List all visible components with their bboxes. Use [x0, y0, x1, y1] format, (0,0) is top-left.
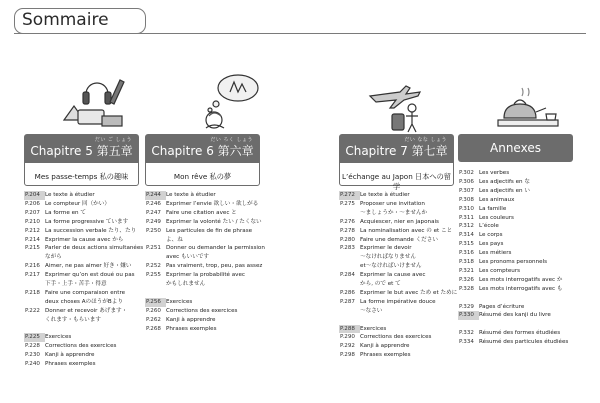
- toc-entry-text: Phrases exemples: [45, 361, 96, 368]
- toc-page-number: P.326: [459, 276, 474, 283]
- chapter-7-subtitle-box: [340, 163, 453, 191]
- toc-page-number: P.250: [146, 227, 161, 234]
- toc-entry-text: Faire une comparaison entre: [45, 289, 126, 296]
- toc-page-number: P.314: [459, 232, 474, 239]
- toc-page-number: P.249: [146, 218, 161, 225]
- toc-entry[interactable]: [458, 276, 573, 285]
- toc-entry: [339, 307, 454, 316]
- toc-entry-text: くれます・もらいます: [45, 316, 101, 323]
- toc-page-number: P.308: [459, 196, 474, 203]
- toc-entry[interactable]: [458, 231, 573, 240]
- list-spacer: [24, 325, 139, 334]
- page-title: Sommaire: [22, 10, 109, 30]
- toc-entry-text: かもしれません: [166, 281, 206, 288]
- toc-page-number: P.278: [340, 227, 355, 234]
- toc-page-number: P.230: [25, 352, 40, 359]
- travel-illustration-icon: [366, 78, 436, 134]
- toc-entry[interactable]: [145, 298, 260, 307]
- toc-page-number: P.312: [459, 223, 474, 230]
- toc-entry[interactable]: [339, 333, 454, 342]
- toc-entry-text: 〜なさい: [360, 307, 383, 314]
- toc-page-number: P.214: [25, 236, 40, 243]
- chapter-7-title: Chapitre 7 第七章: [345, 144, 448, 158]
- toc-entry-text: よ、ね: [166, 236, 183, 243]
- chapter-6-column: [145, 134, 265, 333]
- toc-entry-text: Les couleurs: [479, 214, 514, 221]
- toc-entry-text: La famille: [479, 205, 507, 212]
- chapter-6-reading: だい ろく しょう: [210, 137, 253, 143]
- toc-page-number: P.302: [459, 170, 474, 176]
- toc-page-number: [339, 262, 360, 271]
- toc-page-number: P.315: [459, 241, 474, 248]
- hobbies-illustration-icon: [58, 72, 130, 130]
- toc-entry-text: Les verbes: [479, 170, 510, 176]
- title-divider: [14, 33, 586, 34]
- toc-entry-text: L’école: [479, 223, 499, 230]
- toc-entry[interactable]: [145, 271, 260, 280]
- toc-page-number: P.204: [24, 191, 45, 200]
- toc-entry-text: Corrections des exercices: [166, 307, 238, 314]
- toc-entry: [339, 209, 454, 218]
- toc-entry[interactable]: [339, 191, 454, 200]
- toc-page-number: P.280: [340, 236, 355, 243]
- toc-entry[interactable]: [24, 227, 139, 236]
- toc-page-number: [24, 298, 45, 307]
- chapter-6-subtitle: Mon rêve 私の夢: [173, 172, 232, 181]
- chapter-5-card[interactable]: [24, 134, 139, 186]
- toc-page-number: P.246: [146, 200, 161, 207]
- toc-page-number: P.252: [146, 263, 161, 270]
- toc-entry[interactable]: [145, 191, 260, 200]
- toc-entry[interactable]: [24, 360, 139, 369]
- toc-entry-text: Pages d’écriture: [479, 303, 525, 310]
- chapter-5-list: [24, 191, 144, 369]
- toc-page-number: [339, 307, 360, 316]
- toc-page-number: [24, 280, 45, 289]
- toc-entry-text: Exercices: [360, 325, 387, 332]
- toc-page-number: P.251: [146, 245, 161, 252]
- toc-entry[interactable]: [339, 227, 454, 236]
- toc-entry-text: Parler de deux actions simultanées: [45, 245, 144, 252]
- toc-entry[interactable]: [339, 218, 454, 227]
- chapter-7-reading: だい なな しょう: [404, 137, 447, 143]
- toc-entry[interactable]: [145, 244, 265, 253]
- toc-entry-text: Les particules de fin de phrase: [166, 227, 253, 234]
- chapter-7-subtitle: L’échange au Japon 日本への留学: [342, 172, 451, 191]
- toc-page-number: [145, 236, 166, 245]
- toc-entry[interactable]: [339, 236, 454, 245]
- toc-entry[interactable]: [458, 338, 573, 347]
- toc-page-number: P.284: [340, 272, 355, 279]
- toc-entry[interactable]: [339, 325, 454, 334]
- toc-entry-text: Exercices: [166, 298, 193, 305]
- toc-entry-text: Kanji à apprendre: [360, 343, 410, 350]
- toc-entry: [24, 316, 139, 325]
- toc-entry[interactable]: [458, 249, 573, 258]
- toc-entry: [339, 280, 454, 289]
- list-spacer: [458, 320, 573, 329]
- toc-entry[interactable]: [458, 267, 573, 276]
- toc-entry[interactable]: [339, 200, 454, 209]
- toc-entry[interactable]: [145, 316, 260, 325]
- toc-entry: [24, 298, 139, 307]
- chapter-5-header: [25, 135, 138, 163]
- annexes-list: [458, 169, 573, 347]
- toc-entry-text: Les métiers: [479, 250, 512, 257]
- toc-entry[interactable]: [24, 342, 139, 351]
- toc-entry: [24, 253, 139, 262]
- toc-entry-text: Exprimer la cause avec: [360, 272, 426, 279]
- list-spacer: [339, 316, 454, 325]
- dream-illustration-icon: [196, 70, 262, 132]
- toc-page-number: P.207: [25, 209, 40, 216]
- toc-entry[interactable]: [145, 325, 260, 334]
- toc-entry-text: Résumé des particules étudiées: [479, 339, 569, 346]
- toc-page-number: P.216: [25, 263, 40, 270]
- toc-page-number: P.276: [340, 218, 355, 225]
- toc-entry-text: Corrections des exercices: [360, 334, 432, 341]
- toc-page-number: P.244: [145, 191, 166, 200]
- annexes-card[interactable]: [458, 134, 573, 162]
- toc-entry-text: Le compteur 回（かい）: [45, 200, 110, 207]
- chapter-6-title: Chapitre 6 第六章: [151, 144, 254, 158]
- toc-entry-text: Phrases exemples: [360, 352, 411, 359]
- toc-page-number: P.321: [459, 267, 474, 274]
- toc-entry-text: et〜なければいけません: [360, 263, 422, 270]
- toc-entry: [24, 280, 139, 289]
- toc-entry-text: Donner et recevoir あげます・: [45, 307, 128, 314]
- chapter-7-column: [339, 134, 458, 360]
- toc-entry[interactable]: [24, 271, 139, 280]
- chapter-7-card[interactable]: [339, 134, 454, 191]
- toc-page-number: P.206: [25, 200, 40, 207]
- toc-page-number: [339, 209, 360, 218]
- toc-entry[interactable]: [24, 209, 139, 218]
- toc-entry[interactable]: [458, 222, 573, 231]
- toc-entry-text: Exercices: [45, 334, 72, 341]
- toc-entry[interactable]: [145, 227, 260, 236]
- toc-page-number: P.334: [459, 339, 474, 346]
- toc-page-number: P.307: [459, 187, 474, 194]
- toc-page-number: P.290: [340, 334, 355, 341]
- toc-entry-text: Faire une citation avec と: [166, 209, 237, 216]
- toc-page-number: [145, 253, 166, 262]
- toc-entry[interactable]: [458, 169, 573, 178]
- toc-page-number: P.262: [146, 316, 161, 323]
- toc-entry-text: Exprimer qu’on est doué ou pas: [45, 272, 135, 279]
- toc-entry[interactable]: [458, 311, 573, 320]
- toc-page-number: P.287: [340, 298, 355, 305]
- toc-entry-text: La forme en て: [45, 209, 86, 216]
- toc-entry[interactable]: [458, 329, 573, 338]
- toc-entry-text: Les mots interrogatifs avec も: [479, 285, 563, 292]
- toc-entry[interactable]: [24, 244, 144, 253]
- toc-entry[interactable]: [458, 258, 573, 267]
- toc-entry-text: Les mots interrogatifs avec か: [479, 276, 563, 283]
- chapter-5-subtitle: Mes passe-temps 私の趣味: [34, 172, 129, 181]
- toc-entry-text: Les compteurs: [479, 267, 521, 274]
- toc-page-number: P.311: [459, 214, 474, 221]
- toc-entry-text: Kanji à apprendre: [45, 352, 95, 359]
- toc-entry[interactable]: [458, 303, 573, 312]
- toc-entry-text: Exprimer le but avec ため et ために: [360, 289, 458, 296]
- chapter-5-reading: だい ご しょう: [94, 137, 132, 143]
- toc-entry[interactable]: [24, 333, 139, 342]
- toc-entry[interactable]: [24, 236, 139, 245]
- toc-entry-text: Le texte à étudier: [45, 192, 95, 198]
- toc-entry[interactable]: [145, 218, 260, 227]
- toc-entry-text: Les pronoms personnels: [479, 259, 548, 266]
- toc-entry[interactable]: [145, 262, 263, 271]
- toc-page-number: P.292: [340, 343, 355, 350]
- toc-page-number: P.288: [339, 325, 360, 334]
- toc-entry-text: La forme impérative douce: [360, 298, 436, 305]
- toc-page-number: P.255: [146, 272, 161, 279]
- toc-entry: [145, 253, 260, 262]
- toc-entry-text: Les animaux: [479, 196, 515, 203]
- toc-entry[interactable]: [458, 187, 573, 196]
- toc-entry[interactable]: [24, 289, 139, 298]
- chapter-5-subtitle-box: [25, 163, 138, 185]
- chapter-5-title: Chapitre 5 第五章: [30, 144, 133, 158]
- toc-entry-text: Faire une demande ください: [360, 236, 438, 243]
- toc-page-number: P.316: [459, 250, 474, 257]
- toc-entry-text: Donner ou demander la permission: [166, 245, 265, 252]
- toc-page-number: P.212: [25, 227, 40, 234]
- toc-page-number: [145, 280, 166, 289]
- toc-entry[interactable]: [145, 307, 260, 316]
- toc-entry-text: Les pays: [479, 241, 504, 248]
- toc-page-number: P.215: [25, 245, 40, 252]
- toc-page-number: P.328: [459, 285, 474, 292]
- toc-entry[interactable]: [24, 191, 139, 200]
- toc-entry-text: Le texte à étudier: [166, 192, 216, 198]
- toc-entry: [145, 236, 260, 245]
- toc-entry-text: Les adjectifs en い: [479, 187, 530, 194]
- toc-entry-text: Phrases exemples: [166, 325, 217, 332]
- toc-page-number: P.217: [25, 272, 40, 279]
- toc-entry-text: Aimer, ne pas aimer 好き・嫌い: [45, 263, 132, 270]
- toc-entry-text: Exprimer la cause avec から: [45, 236, 124, 243]
- toc-entry-text: Les adjectifs en な: [479, 178, 530, 185]
- toc-entry-text: Kanji à apprendre: [166, 316, 216, 323]
- toc-entry[interactable]: [458, 178, 573, 187]
- toc-entry[interactable]: [339, 342, 454, 351]
- chapter-7-header: [340, 135, 453, 163]
- toc-page-number: [339, 280, 360, 289]
- toc-page-number: P.225: [24, 333, 45, 342]
- toc-entry[interactable]: [458, 214, 573, 223]
- toc-entry: [145, 280, 260, 289]
- toc-entry-text: Le corps: [479, 232, 503, 239]
- toc-page-number: P.318: [459, 259, 474, 266]
- toc-entry-text: Exprimer le devoir: [360, 245, 412, 252]
- toc-entry[interactable]: [458, 285, 573, 294]
- list-spacer: [458, 294, 573, 303]
- toc-entry-text: 〜なければなりません: [360, 254, 416, 261]
- toc-entry[interactable]: [145, 209, 260, 218]
- toc-entry[interactable]: [339, 244, 454, 253]
- toc-entry-text: Exprimer la probabilité avec: [166, 272, 245, 279]
- toc-entry[interactable]: [458, 205, 573, 214]
- toc-entry[interactable]: [145, 200, 260, 209]
- toc-entry-text: ながら: [45, 254, 62, 261]
- toc-page-number: P.298: [340, 352, 355, 359]
- toc-page-number: P.247: [146, 209, 161, 216]
- toc-entry-text: Exprimer la volonté たい / たくない: [166, 218, 262, 225]
- toc-page-number: [24, 253, 45, 262]
- toc-entry[interactable]: [24, 262, 139, 271]
- tea-set-illustration-icon: [494, 86, 566, 132]
- toc-entry-text: から, ので et て: [360, 281, 401, 288]
- toc-entry-text: Résumé des kanji du livre: [479, 312, 551, 319]
- toc-entry[interactable]: [339, 289, 458, 298]
- toc-page-number: P.240: [25, 361, 40, 368]
- toc-page-number: P.222: [25, 307, 40, 314]
- toc-entry[interactable]: [24, 218, 139, 227]
- toc-page-number: P.306: [459, 178, 474, 185]
- toc-entry-text: avec もいいです: [166, 254, 210, 261]
- toc-entry: [339, 253, 454, 262]
- toc-entry-text: Proposer une invitation: [360, 200, 425, 207]
- toc-entry[interactable]: [339, 298, 454, 307]
- chapter-7-list: [339, 191, 458, 360]
- toc-entry[interactable]: [24, 351, 139, 360]
- annexes-column: [458, 164, 573, 347]
- toc-entry[interactable]: [458, 240, 573, 249]
- toc-page-number: P.332: [459, 330, 474, 337]
- toc-entry-text: La nominalisation avec の et こと: [360, 227, 453, 234]
- toc-page-number: P.275: [340, 200, 355, 207]
- toc-entry-text: La forme progressive ています: [45, 218, 129, 225]
- toc-page-number: P.330: [458, 311, 479, 320]
- toc-entry-text: Le texte à étudier: [360, 192, 410, 198]
- toc-page-number: P.218: [25, 289, 40, 296]
- toc-page-number: P.210: [25, 218, 40, 225]
- toc-page-number: [339, 253, 360, 262]
- toc-entry-text: La succession verbale たり、たり: [45, 227, 137, 234]
- toc-page-number: P.260: [146, 307, 161, 314]
- list-spacer: [145, 289, 260, 298]
- toc-page-number: P.286: [340, 289, 355, 296]
- toc-entry[interactable]: [339, 271, 454, 280]
- toc-entry-text: Acquiescer, nier en japonais: [360, 218, 439, 225]
- toc-entry-text: 下手・上手・苦手・得意: [45, 281, 107, 288]
- toc-page-number: P.310: [459, 205, 474, 212]
- toc-entry-text: Résumé des formes étudiées: [479, 330, 561, 337]
- toc-entry[interactable]: [24, 200, 139, 209]
- toc-page-number: P.228: [25, 343, 40, 350]
- toc-entry[interactable]: [458, 196, 573, 205]
- toc-entry-text: 〜ましょうか・〜ませんか: [360, 209, 428, 216]
- toc-page-number: P.283: [340, 245, 355, 252]
- toc-entry-text: Pas vraiment, trop, peu, pas assez: [166, 263, 263, 270]
- toc-entry[interactable]: [24, 307, 139, 316]
- toc-entry-text: Corrections des exercices: [45, 343, 117, 350]
- toc-entry-text: Exprimer l’envie 欲しい・欲しがる: [166, 200, 259, 207]
- chapter-6-subtitle-box: [146, 163, 259, 185]
- chapter-6-card[interactable]: [145, 134, 260, 186]
- toc-entry-text: deux choses AのほうがBより: [45, 298, 123, 305]
- toc-page-number: [24, 316, 45, 325]
- chapter-5-column: [24, 134, 144, 369]
- toc-entry: [339, 262, 454, 271]
- annexes-title: Annexes: [490, 141, 541, 155]
- chapter-6-header: [146, 135, 259, 163]
- toc-page-number: P.329: [459, 303, 474, 310]
- chapter-6-list: [145, 191, 265, 333]
- toc-page-number: P.256: [145, 298, 166, 307]
- toc-entry[interactable]: [339, 351, 454, 360]
- toc-page-number: P.272: [339, 191, 360, 200]
- toc-page-number: P.268: [146, 325, 161, 332]
